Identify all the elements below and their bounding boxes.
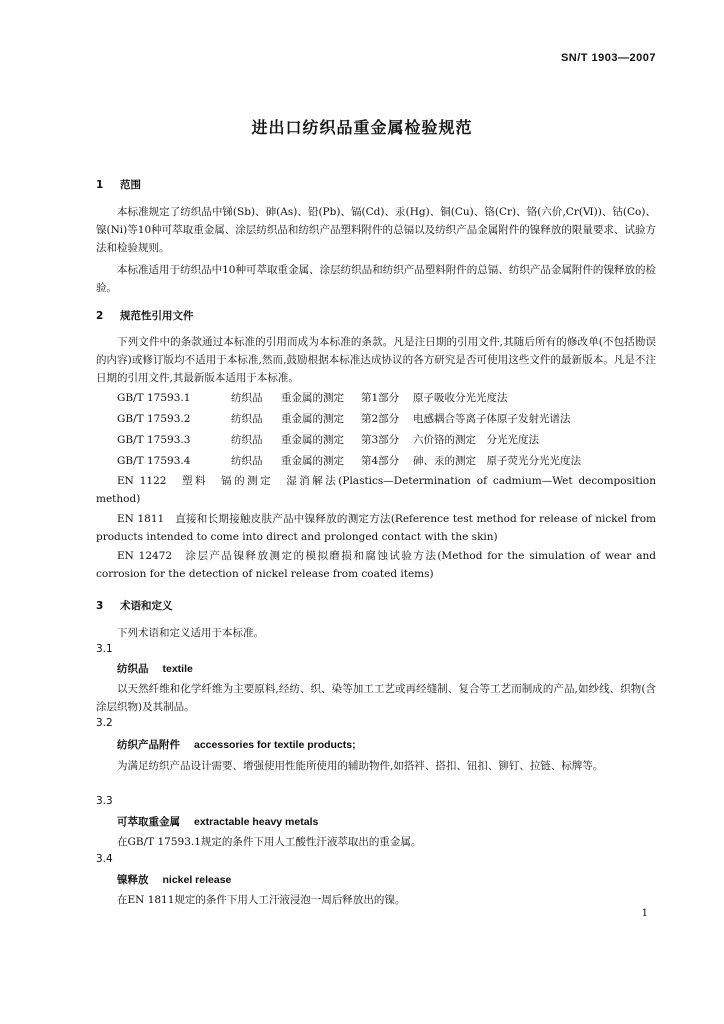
term-heading bbox=[117, 737, 356, 752]
ref-code: GB/T 17593.3 bbox=[117, 434, 191, 446]
term-en: textile bbox=[162, 663, 193, 675]
term-zh: 纺织品 bbox=[117, 663, 149, 675]
section-title: 术语和定义 bbox=[120, 600, 173, 612]
ref-name: 纺织品 bbox=[231, 413, 263, 425]
term-en: accessories for textile products; bbox=[194, 739, 356, 751]
term-number: 3.1 bbox=[96, 643, 113, 655]
ref-desc: 砷、汞的测定 原子荧光分光光度法 bbox=[413, 455, 581, 467]
section-1-heading bbox=[96, 177, 141, 192]
ref-subject: 重金属的测定 bbox=[281, 413, 344, 425]
ref-name: 纺织品 bbox=[231, 434, 263, 446]
scope-paragraph-2: 本标准适用于纺织品中10种可萃取重金属、涂层纺织品和纺织产品塑料附件的总镉、纺织产品金属附件的镍释放的检验。 bbox=[96, 264, 656, 294]
term-zh: 镍释放 bbox=[117, 874, 149, 886]
ref-subject: 重金属的测定 bbox=[281, 434, 344, 446]
reference-en1811: EN 1811 直接和长期接触皮肤产品中镍释放的测定方法(Reference test method for release of nickel from products intended to come into direct and prolonged contact with the skin) bbox=[96, 513, 656, 543]
ref-part: 第1部分 bbox=[361, 392, 400, 404]
ref-desc: 六价铬的测定 分光光度法 bbox=[413, 434, 539, 446]
ref-part: 第4部分 bbox=[361, 455, 400, 467]
term-definition: 以天然纤维和化学纤维为主要原料,经纺、织、染等加工工艺或再经缝制、复合等工艺而制成的产品,如纱线、织物(含涂层织物)及其制品。 bbox=[96, 683, 656, 713]
ref-name: 纺织品 bbox=[231, 392, 263, 404]
terms-intro: 下列术语和定义适用于本标准。 bbox=[117, 627, 264, 639]
ref-part: 第3部分 bbox=[361, 434, 400, 446]
scope-paragraph-1: 本标准规定了纺织品中锑(Sb)、砷(As)、铅(Pb)、镉(Cd)、汞(Hg)、铜(Cu)、铬(Cr)、铬(六价,Cr(Ⅵ))、钴(Co)、镍(Ni)等10种可萃取重金属、涂层纺织品和纺织产品塑料附件的总镉以及纺织产品金属附件的镍释放的限量要求、试验方法和检验规则。 bbox=[96, 206, 656, 254]
ref-subject: 重金属的测定 bbox=[281, 392, 344, 404]
term-zh: 可萃取重金属 bbox=[117, 816, 180, 828]
term-definition: 为满足纺织产品设计需要、增强使用性能所使用的辅助物件,如搭袢、搭扣、钮扣、铆钉、拉链、标牌等。 bbox=[117, 760, 604, 772]
section-number: 1 bbox=[96, 179, 104, 191]
references-intro: 下列文件中的条款通过本标准的引用而成为本标准的条款。凡是注日期的引用文件,其随后所有的修改单(不包括勘误的内容)或修订版均不适用于本标准,然而,鼓励根据本标准达成协议的各方研究是否可使用这些文件的最新版本。凡是不注日期的引用文件,其最新版本适用于本标准。 bbox=[96, 336, 656, 384]
reference-en12472: EN 12472 涂层产品镍释放测定的模拟磨损和腐蚀试验方法(Method for the simulation of wear and corrosion for the detection of nickel release from coated items) bbox=[96, 550, 656, 580]
ref-desc: 电感耦合等离子体原子发射光谱法 bbox=[413, 413, 571, 425]
ref-part: 第2部分 bbox=[361, 413, 400, 425]
term-number: 3.3 bbox=[96, 795, 113, 807]
ref-desc: 原子吸收分光光度法 bbox=[413, 392, 508, 404]
ref-subject: 重金属的测定 bbox=[281, 455, 344, 467]
term-number: 3.2 bbox=[96, 717, 113, 729]
ref-name: 纺织品 bbox=[231, 455, 263, 467]
ref-code: GB/T 17593.2 bbox=[117, 413, 191, 425]
term-en: extractable heavy metals bbox=[194, 816, 319, 828]
term-en: nickel release bbox=[162, 874, 232, 886]
section-number: 3 bbox=[96, 600, 104, 612]
term-number: 3.4 bbox=[96, 853, 113, 865]
reference-item bbox=[117, 390, 508, 405]
page-number: 1 bbox=[641, 908, 648, 919]
term-zh: 纺织产品附件 bbox=[117, 739, 180, 751]
ref-code: GB/T 17593.1 bbox=[117, 392, 191, 404]
term-definition: 在EN 1811规定的条件下用人工汗液浸泡一周后释放出的镍。 bbox=[117, 894, 406, 906]
reference-item bbox=[117, 453, 581, 468]
section-3-heading bbox=[96, 598, 173, 613]
section-number: 2 bbox=[96, 310, 104, 322]
section-title: 范围 bbox=[120, 179, 141, 191]
reference-en1122: EN 1122 塑料 镉的测定 湿消解法(Plastics—Determination of cadmium—Wet decomposition method) bbox=[96, 475, 656, 505]
document-title: 进出口纺织品重金属检验规范 bbox=[251, 118, 473, 137]
term-heading bbox=[117, 661, 193, 676]
reference-item bbox=[117, 411, 571, 426]
reference-item bbox=[117, 432, 539, 447]
ref-code: GB/T 17593.4 bbox=[117, 455, 191, 467]
standard-code: SN/T 1903—2007 bbox=[560, 52, 656, 64]
term-definition: 在GB/T 17593.1规定的条件下用人工酸性汗液萃取出的重金属。 bbox=[117, 836, 422, 848]
term-heading bbox=[117, 872, 231, 887]
section-2-heading bbox=[96, 308, 194, 323]
term-heading bbox=[117, 814, 318, 829]
section-title: 规范性引用文件 bbox=[120, 310, 194, 322]
